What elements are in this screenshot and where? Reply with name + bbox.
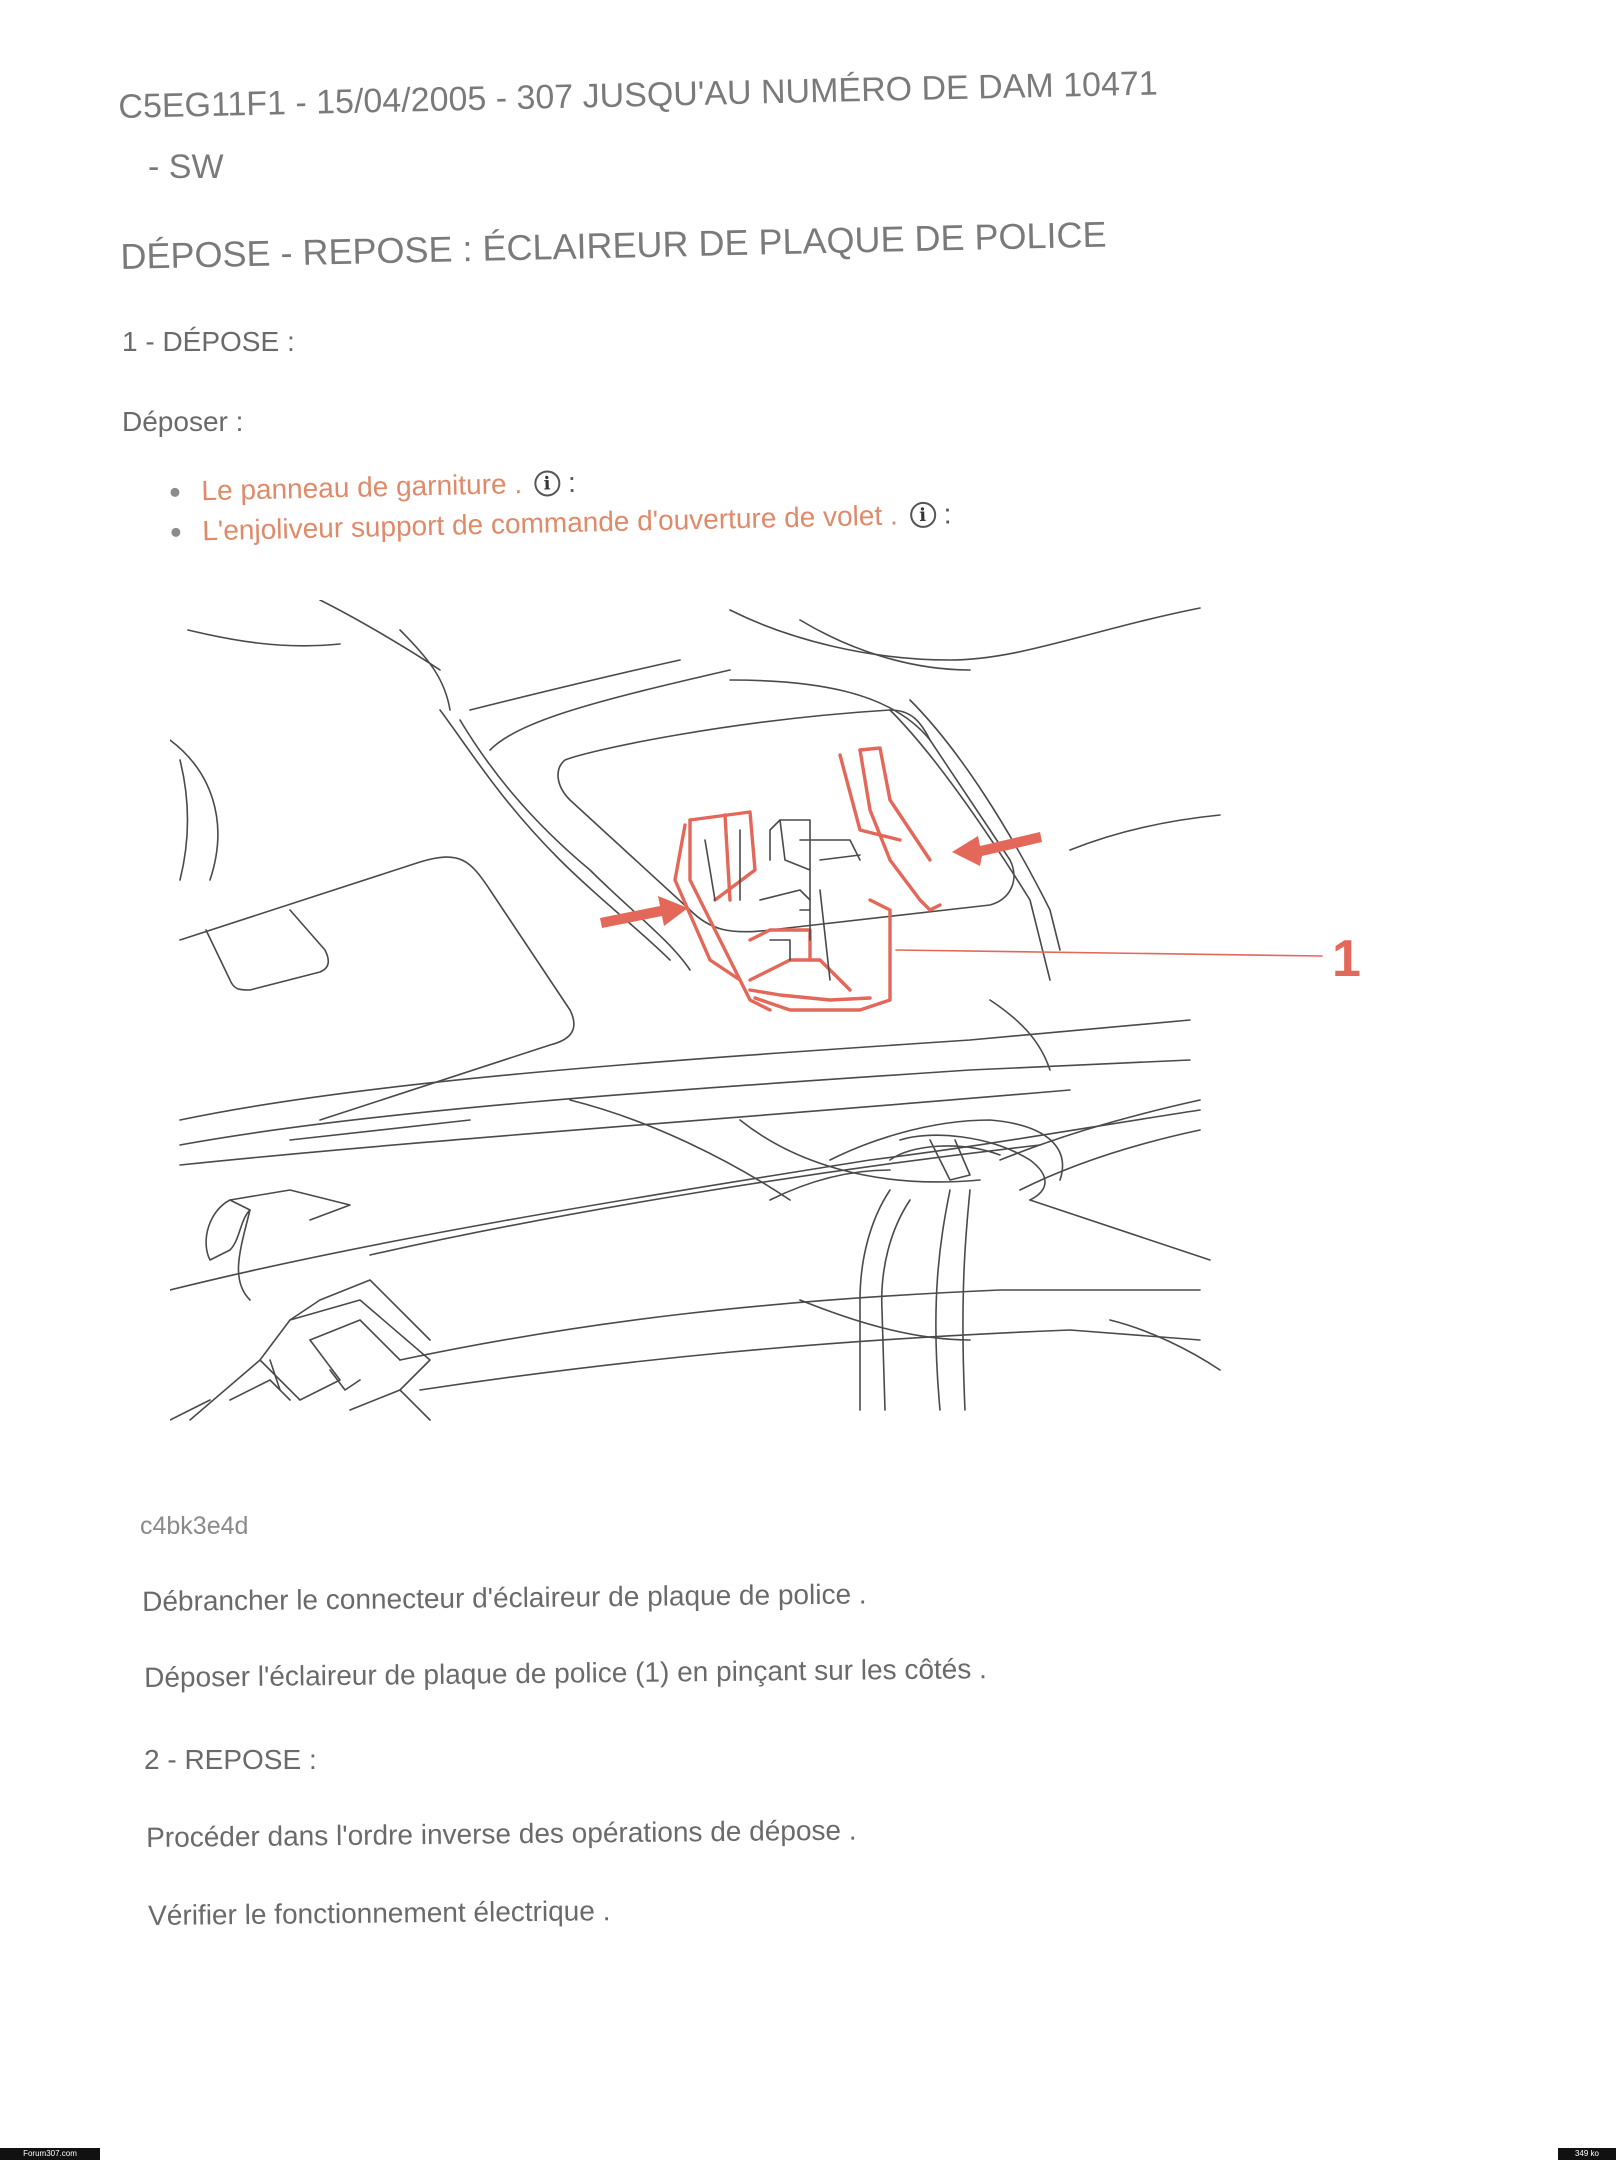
info-icon[interactable]: i <box>909 502 936 529</box>
bullet-icon <box>171 527 180 536</box>
arrow-left-pointer <box>600 896 688 928</box>
info-icon[interactable]: i <box>534 470 561 497</box>
instruction-check-electrical: Vérifier le fonctionnement électrique . <box>148 1895 611 1931</box>
trim-panel-lines <box>170 600 1220 1420</box>
bullet-suffix: : <box>943 498 952 530</box>
procedure-heading: DÉPOSE - REPOSE : ÉCLAIREUR DE PLAQUE DE POLICE <box>120 213 1107 277</box>
footer-file-size: 349 ko <box>1558 2148 1616 2160</box>
step1-title: 1 - DÉPOSE : <box>122 326 295 357</box>
instruction-remove-light: Déposer l'éclaireur de plaque de police (1) en pinçant sur les côtés . <box>144 1653 987 1693</box>
technical-diagram <box>170 600 1420 1440</box>
bullet-suffix: : <box>567 466 577 498</box>
bullet-icon <box>170 487 179 496</box>
arrow-right-pointer <box>952 832 1042 866</box>
removal-list <box>170 454 952 552</box>
instruction-disconnect: Débrancher le connecteur d'éclaireur de plaque de police . <box>142 1578 867 1617</box>
footer-watermark: Forum307.com <box>0 2148 100 2160</box>
deposer-label: Déposer : <box>122 406 244 437</box>
link-enjoliveur-support[interactable]: L'enjoliveur support de commande d'ouverture de volet . <box>201 499 899 547</box>
figure-caption: c4bk3e4d <box>140 1512 249 1540</box>
callout-label: 1 <box>1332 930 1361 988</box>
link-panneau-garniture[interactable]: Le panneau de garniture . <box>201 468 523 507</box>
callout-leader-line <box>896 950 1322 956</box>
step2-title: 2 - REPOSE : <box>144 1744 317 1775</box>
license-plate-light-part <box>675 748 940 1010</box>
document-title: C5EG11F1 - 15/04/2005 - 307 JUSQU'AU NUMÉRO DE DAM 10471 <box>118 64 1159 126</box>
instruction-reverse-order: Procéder dans l'ordre inverse des opérations de dépose . <box>146 1814 857 1853</box>
document-title-continuation: - SW <box>148 148 224 186</box>
